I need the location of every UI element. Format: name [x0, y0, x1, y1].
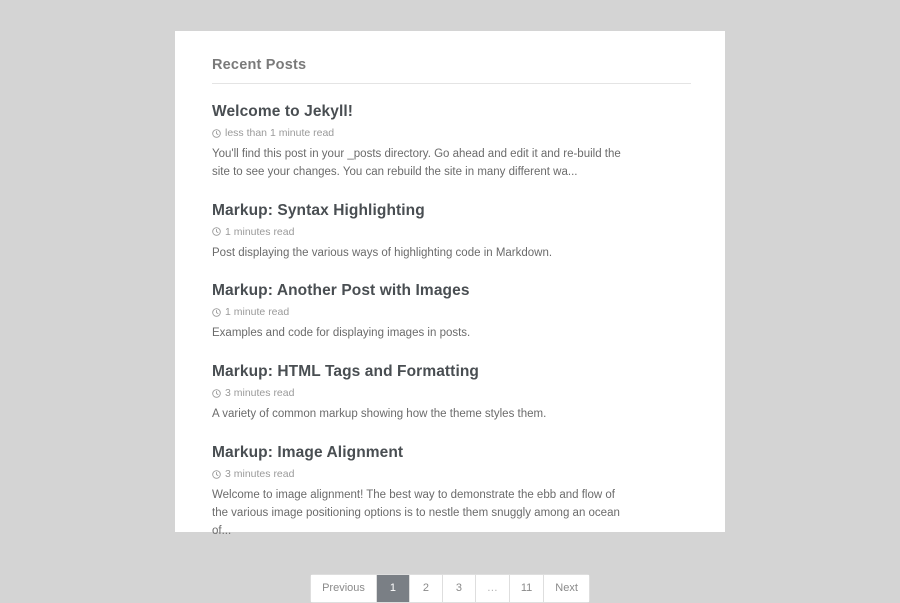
list-item[interactable] [209, 94, 691, 193]
read-time-label: 3 minutes read [225, 387, 295, 400]
clock-icon [212, 129, 221, 138]
post-title-link[interactable]: Markup: Syntax Highlighting [212, 201, 425, 219]
content-sheet [175, 31, 725, 594]
pagination-previous[interactable]: Previous [311, 575, 377, 602]
post-excerpt: A variety of common markup showing how the theme styles them. [212, 408, 547, 421]
clock-icon [212, 308, 221, 317]
post-title-link[interactable]: Markup: HTML Tags and Formatting [212, 363, 479, 381]
post-list [209, 94, 691, 552]
pagination-page-11[interactable]: 11 [510, 575, 544, 602]
post-title-link[interactable]: Markup: Image Alignment [212, 444, 404, 462]
post-excerpt: Examples and code for displaying images in posts. [212, 327, 471, 340]
clock-icon [212, 227, 221, 236]
post-title-link[interactable]: Markup: Another Post with Images [212, 282, 470, 300]
page-title: Recent Posts [212, 57, 691, 84]
list-item[interactable] [209, 354, 691, 435]
pagination-page-1[interactable]: 1 [377, 575, 410, 602]
post-meta [212, 127, 691, 139]
list-item[interactable] [209, 435, 691, 551]
read-time-label: 1 minute read [225, 306, 290, 319]
post-excerpt: Welcome to image alignment! The best way to demonstrate the ebb and flow of the various image positioning options is to nestle them snuggly among an ocean of... [212, 489, 620, 537]
list-item[interactable] [209, 193, 691, 274]
post-excerpt: Post displaying the various ways of highlighting code in Markdown. [212, 246, 553, 259]
clock-icon [212, 389, 221, 398]
pagination [209, 574, 691, 603]
pagination-page-2[interactable]: 2 [410, 575, 443, 602]
list-item[interactable] [209, 273, 691, 354]
pager-group [310, 574, 590, 603]
read-time-label: 1 minutes read [225, 225, 295, 238]
post-title-link[interactable]: Welcome to Jekyll! [212, 103, 354, 120]
post-meta [212, 306, 691, 318]
post-meta [212, 387, 691, 399]
pagination-page-3[interactable]: 3 [443, 575, 476, 602]
post-meta [212, 226, 691, 238]
clock-icon [212, 470, 221, 479]
read-time-label: 3 minutes read [225, 468, 295, 481]
post-meta [212, 468, 691, 480]
pagination-next[interactable]: Next [544, 575, 589, 602]
read-time-label: less than 1 minute read [225, 127, 335, 139]
post-excerpt: You'll find this post in your _posts directory. Go ahead and edit it and re-build the site to see your changes. You can rebuild the site in many different wa... [212, 148, 621, 178]
pagination-ellipsis: … [476, 575, 510, 602]
